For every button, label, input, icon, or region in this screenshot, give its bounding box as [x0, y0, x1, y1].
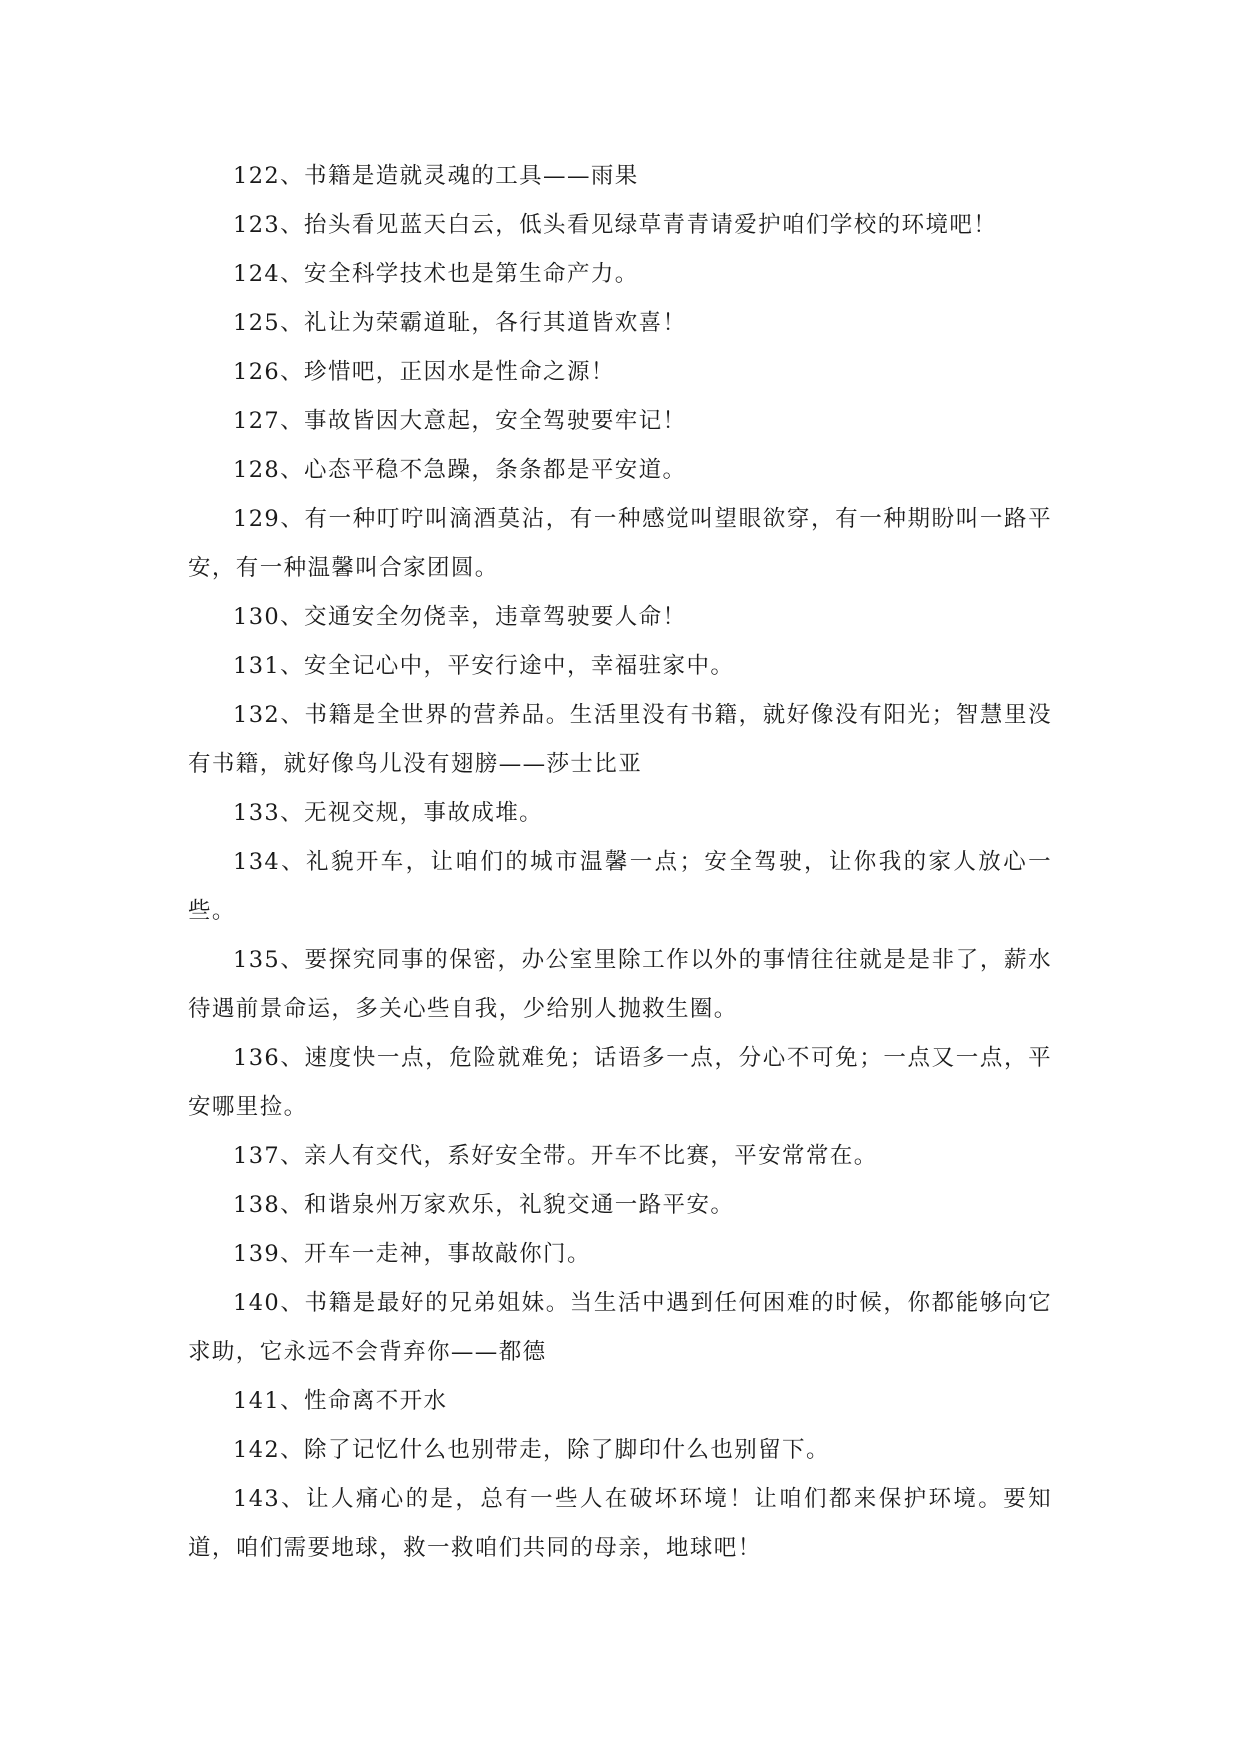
- paragraph-129: 129、有一种叮咛叫滴酒莫沾，有一种感觉叫望眼欲穿，有一种期盼叫一路平安，有一种温馨叫合家团圆。: [188, 506, 1052, 581]
- paragraph-131: 131、安全记心中，平安行途中，幸福驻家中。: [233, 653, 735, 679]
- paragraph-126: 126、珍惜吧，正因水是性命之源！: [233, 359, 615, 385]
- paragraph-128: 128、心态平稳不急躁，条条都是平安道。: [233, 457, 687, 483]
- paragraph-135: 135、要探究同事的保密，办公室里除工作以外的事情往往就是是非了，薪水待遇前景命运，多关心些自我，少给别人抛救生圈。: [188, 947, 1052, 1022]
- paragraph-139: 139、开车一走神，事故敲你门。: [233, 1241, 591, 1267]
- paragraph-137: 137、亲人有交代，系好安全带。开车不比赛，平安常常在。: [233, 1143, 878, 1169]
- paragraph-134: 134、礼貌开车，让咱们的城市温馨一点；安全驾驶，让你我的家人放心一些。: [188, 849, 1052, 924]
- paragraph-127: 127、事故皆因大意起，安全驾驶要牢记！: [233, 408, 687, 434]
- paragraph-132: 132、书籍是全世界的营养品。生活里没有书籍，就好像没有阳光；智慧里没有书籍，就好像鸟儿没有翅膀——莎士比亚: [188, 702, 1052, 777]
- document-body: [188, 152, 1052, 1573]
- paragraph-123: 123、抬头看见蓝天白云，低头看见绿草青青请爱护咱们学校的环境吧！: [233, 212, 998, 238]
- paragraph-130: 130、交通安全勿侥幸，违章驾驶要人命！: [233, 604, 687, 630]
- paragraph-143: 143、让人痛心的是，总有一些人在破坏环境！让咱们都来保护环境。要知道，咱们需要地球，救一救咱们共同的母亲，地球吧！: [188, 1486, 1052, 1561]
- paragraph-124: 124、安全科学技术也是第生命产力。: [233, 261, 639, 287]
- paragraph-122: 122、书籍是造就灵魂的工具——雨果: [233, 163, 639, 189]
- paragraph-140: 140、书籍是最好的兄弟姐妹。当生活中遇到任何困难的时候，你都能够向它求助，它永远不会背弃你——都德: [188, 1290, 1052, 1365]
- paragraph-141: 141、性命离不开水: [233, 1388, 448, 1414]
- paragraph-125: 125、礼让为荣霸道耻，各行其道皆欢喜！: [233, 310, 687, 336]
- paragraph-142: 142、除了记忆什么也别带走，除了脚印什么也别留下。: [233, 1437, 830, 1463]
- paragraph-136: 136、速度快一点，危险就难免；话语多一点，分心不可免；一点又一点，平安哪里捡。: [188, 1045, 1052, 1120]
- paragraph-133: 133、无视交规，事故成堆。: [233, 800, 544, 826]
- paragraph-138: 138、和谐泉州万家欢乐，礼貌交通一路平安。: [233, 1192, 735, 1218]
